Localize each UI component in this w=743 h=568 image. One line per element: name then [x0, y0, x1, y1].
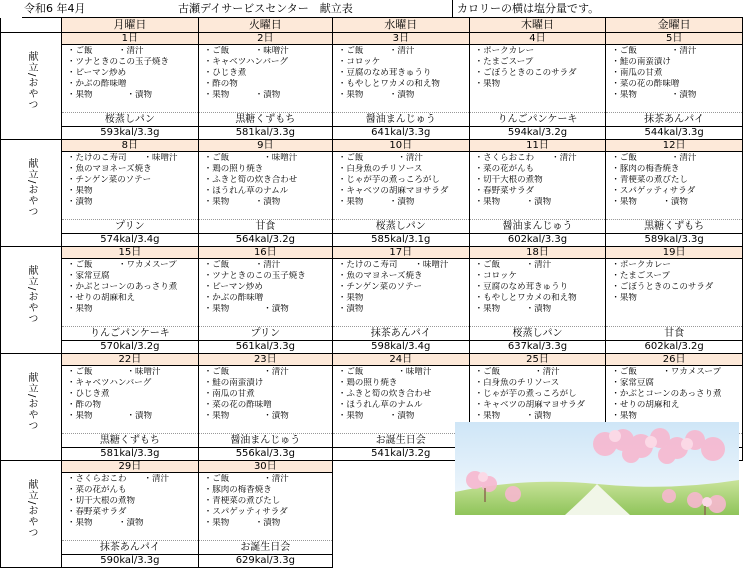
side-label: 献立/おやつ: [26, 51, 37, 111]
sheet-header: [22, 0, 742, 18]
day-date: 1日: [62, 33, 198, 45]
menu-item: ・果物 ・漬物: [203, 303, 289, 314]
menu-item: ・南瓜の甘煮: [611, 67, 663, 78]
day-calories: 581kal/3.3g: [199, 126, 332, 139]
day-menu: [606, 152, 742, 219]
day-menu: [199, 473, 332, 540]
day-calories: 581kal/3.3g: [62, 447, 198, 460]
menu-item: ・ご飯 ・ワカメスープ: [67, 260, 177, 270]
day-calories: 585kal/3.1g: [333, 233, 469, 246]
menu-item: ・キャベツの胡麻マヨサラダ: [337, 185, 449, 196]
menu-item: ・豚肉の梅香焼き: [203, 484, 272, 495]
menu-item: ・ツナときのこの玉子焼き: [67, 56, 170, 67]
day-menu: [62, 366, 198, 433]
day-cell: [606, 33, 743, 140]
menu-item: ・コロッケ: [474, 270, 517, 281]
day-cell: [606, 247, 743, 354]
day-calories: 602kal/3.3g: [470, 233, 606, 246]
menu-item: ・ご飯 ・味噌汁: [203, 46, 289, 56]
menu-item: ・じゃが芋の煮っころがし: [474, 388, 577, 399]
day-cell: [62, 354, 199, 461]
day-date: 25日: [470, 354, 606, 366]
side-label-cell: [1, 33, 62, 140]
menu-item: ・たけのこ寿司 ・味噌汁: [67, 153, 178, 163]
menu-item: ・果物 ・漬物: [203, 517, 281, 528]
day-snack: 醤油まんじゅう: [199, 433, 332, 447]
day-snack: 桜蒸しパン: [470, 326, 606, 340]
menu-item: ・菜の花の酢味噌: [203, 399, 272, 410]
day-cell: [469, 247, 606, 354]
menu-item: ・鶏の照り焼き: [203, 163, 264, 174]
side-label: 献立/おやつ: [26, 479, 37, 539]
menu-item: ・魚のマヨネーズ焼き: [337, 270, 423, 281]
day-date: 18日: [470, 247, 606, 259]
day-snack: 黒糖くずもち: [62, 433, 198, 447]
day-menu: [199, 45, 332, 112]
day-snack: 甘食: [199, 219, 332, 233]
menu-item: ・ご飯 ・ワカメスープ: [611, 367, 721, 377]
menu-item: ・ご飯 ・清汁: [67, 46, 144, 56]
day-calories: 602kal/3.2g: [606, 340, 742, 353]
menu-item: ・かぶとコーンのあっさり煮: [611, 388, 722, 399]
day-calories: 556kal/3.3g: [199, 447, 332, 460]
weekday-mon: 月曜日: [62, 18, 199, 33]
menu-item: ・果物: [67, 185, 93, 196]
day-calories: 589kal/3.3g: [606, 233, 742, 246]
day-snack: 抹茶あんパイ: [62, 540, 198, 554]
day-snack: 黒糖くずもち: [199, 112, 332, 126]
day-calories: 544kal/3.3g: [606, 126, 742, 139]
menu-item: ・ご飯 ・清汁: [203, 367, 289, 377]
menu-item: ・白身魚のチリソース: [474, 377, 560, 388]
menu-item: ・ふきと筍の炊き合わせ: [203, 174, 298, 185]
menu-item: ・漬物: [67, 196, 93, 207]
day-menu: [199, 152, 332, 219]
day-snack: 醤油まんじゅう: [470, 219, 606, 233]
menu-item: ・果物 ・漬物: [611, 89, 697, 100]
menu-item: ・チンゲン菜のソテー: [67, 174, 152, 185]
menu-item: ・かぶの酢味噌: [203, 292, 264, 303]
day-date: 29日: [62, 461, 198, 473]
empty-cell: [332, 461, 469, 568]
day-menu: [333, 45, 469, 112]
menu-item: ・ポークカレー: [474, 46, 535, 56]
day-snack: 醤油まんじゅう: [333, 112, 469, 126]
day-date: 26日: [606, 354, 742, 366]
menu-item: ・酢の物: [203, 78, 238, 89]
day-cell: [198, 33, 332, 140]
day-snack: 抹茶あんパイ: [606, 112, 742, 126]
menu-item: ・スパゲッティサラダ: [611, 185, 696, 196]
menu-item: ・ほうれん草のナムル: [337, 399, 423, 410]
menu-item: ・果物: [337, 292, 364, 303]
day-calories: 541kal/3.2g: [333, 447, 469, 460]
menu-item: ・ご飯 ・味噌汁: [203, 153, 298, 163]
day-snack: 桜蒸しパン: [333, 219, 469, 233]
menu-item: ・果物: [611, 410, 637, 421]
day-snack: りんごパンケーキ: [62, 326, 198, 340]
day-date: 15日: [62, 247, 198, 259]
day-calories: 574kal/3.4g: [62, 233, 198, 246]
menu-item: ・酢の物: [67, 399, 102, 410]
menu-item: ・春野菜サラダ: [67, 506, 127, 517]
menu-item: ・果物 ・漬物: [203, 89, 281, 100]
day-snack: 黒糖くずもち: [606, 219, 742, 233]
day-cell: [62, 247, 199, 354]
menu-item: ・切干大根の煮物: [67, 495, 136, 506]
menu-item: ・たけのこ寿司 ・味噌汁: [337, 260, 449, 270]
day-calories: 564kal/3.2g: [199, 233, 332, 246]
menu-item: ・ご飯 ・清汁: [611, 153, 697, 163]
weekday-fri: 金曜日: [606, 18, 743, 33]
side-label-cell: [1, 461, 62, 568]
day-cell: [332, 247, 469, 354]
menu-item: ・鮭の南蛮漬け: [203, 377, 264, 388]
menu-item: ・果物 ・漬物: [474, 410, 552, 421]
menu-item: ・たまごスープ: [474, 56, 534, 67]
day-snack: プリン: [62, 219, 198, 233]
menu-item: ・チンゲン菜のソテー: [337, 281, 422, 292]
day-date: 12日: [606, 140, 742, 152]
side-label: 献立/おやつ: [26, 265, 37, 325]
day-menu: [470, 152, 606, 219]
menu-item: ・せりの胡麻和え: [67, 292, 136, 303]
day-menu: [333, 366, 469, 433]
side-label: 献立/おやつ: [26, 158, 37, 218]
day-calories: 629kal/3.3g: [199, 554, 332, 567]
day-cell: [332, 33, 469, 140]
menu-item: ・青梗菜の煮びたし: [203, 495, 281, 506]
day-menu: [606, 259, 742, 326]
corner-cell: [1, 18, 62, 33]
menu-item: ・ピーマン炒め: [67, 67, 127, 78]
day-date: 8日: [62, 140, 198, 152]
day-cell: [332, 140, 469, 247]
menu-item: ・かぶとコーンのあっさり煮: [67, 281, 178, 292]
day-cell: [332, 354, 469, 461]
menu-item: ・さくらおこわ ・清汁: [67, 474, 170, 484]
day-menu: [470, 45, 606, 112]
menu-item: ・ご飯 ・味噌汁: [67, 367, 161, 377]
menu-item: ・ごぼうときのこのサラダ: [611, 281, 714, 292]
day-menu: [333, 259, 469, 326]
menu-item: ・果物 ・漬物: [611, 196, 688, 207]
menu-item: ・ごぼうときのこのサラダ: [474, 67, 577, 78]
menu-item: ・ご飯 ・清汁: [203, 474, 289, 484]
day-date: 23日: [199, 354, 332, 366]
menu-item: ・豆腐のなめ茸きゅうり: [474, 281, 569, 292]
day-date: 9日: [199, 140, 332, 152]
day-cell: [469, 140, 606, 247]
era-month: 令和6 年4月: [24, 2, 86, 15]
day-date: 22日: [62, 354, 198, 366]
spring-illustration: [455, 422, 739, 515]
menu-item: ・さくらおこわ ・清汁: [474, 153, 577, 163]
side-label-cell: [1, 354, 62, 461]
day-menu: [606, 45, 742, 112]
day-menu: [62, 45, 198, 112]
day-date: 16日: [199, 247, 332, 259]
menu-item: ・ポークカレー: [611, 260, 671, 270]
menu-item: ・果物 ・漬物: [337, 89, 415, 100]
day-date: 11日: [470, 140, 606, 152]
menu-item: ・ほうれん草のナムル: [203, 185, 289, 196]
menu-item: ・もやしとワカメの和え物: [337, 78, 440, 89]
menu-item: ・キャベツハンバーグ: [203, 56, 288, 67]
menu-item: ・果物 ・漬物: [203, 196, 281, 207]
day-snack: りんごパンケーキ: [470, 112, 606, 126]
day-snack: 桜蒸しパン: [62, 112, 198, 126]
day-cell: [606, 140, 743, 247]
menu-item: ・果物 ・漬物: [337, 410, 415, 421]
menu-item: ・ご飯 ・清汁: [203, 260, 281, 270]
menu-item: ・ご飯 ・清汁: [474, 367, 560, 377]
menu-item: ・鮭の南蛮漬け: [611, 56, 671, 67]
side-label: 献立/おやつ: [26, 372, 37, 432]
weekday-wed: 水曜日: [332, 18, 469, 33]
menu-item: ・青梗菜の煮びたし: [611, 174, 688, 185]
menu-item: ・果物 ・漬物: [474, 196, 552, 207]
day-date: 30日: [199, 461, 332, 473]
menu-item: ・ご飯 ・清汁: [611, 46, 697, 56]
menu-item: ・ご飯 ・清汁: [337, 46, 415, 56]
menu-item: ・キャベツハンバーグ: [67, 377, 152, 388]
menu-item: ・春野菜サラダ: [474, 185, 535, 196]
day-date: 10日: [333, 140, 469, 152]
menu-item: ・果物 ・漬物: [67, 89, 153, 100]
menu-item: ・果物 ・漬物: [474, 303, 552, 314]
center-title: 古瀬デイサービスセンター 献立表: [178, 2, 353, 15]
menu-item: ・ツナときのこの玉子焼き: [203, 270, 306, 281]
menu-item: ・かぶの酢味噌: [67, 78, 127, 89]
menu-item: ・ふきと筍の炊き合わせ: [337, 388, 432, 399]
menu-item: ・豚肉の梅香焼き: [611, 163, 680, 174]
menu-item: ・ピーマン炒め: [203, 281, 263, 292]
menu-item: ・スパゲッティサラダ: [203, 506, 288, 517]
weekday-thu: 木曜日: [469, 18, 606, 33]
menu-item: ・菜の花がんも: [67, 484, 127, 495]
menu-item: ・ご飯 ・清汁: [474, 260, 552, 270]
side-label-cell: [1, 140, 62, 247]
menu-item: ・たまごスープ: [611, 270, 670, 281]
menu-item: ・じゃが芋の煮っころがし: [337, 174, 440, 185]
day-menu: [199, 259, 332, 326]
week-row: [1, 140, 743, 247]
menu-item: ・豆腐のなめ茸きゅうり: [337, 67, 432, 78]
day-date: 5日: [606, 33, 742, 45]
menu-item: ・果物: [611, 292, 637, 303]
menu-item: ・南瓜の甘煮: [203, 388, 255, 399]
day-cell: [62, 140, 199, 247]
menu-item: ・漬物: [337, 303, 364, 314]
day-cell: [198, 461, 332, 568]
day-snack: お誕生日会: [333, 433, 469, 447]
day-snack: 抹茶あんパイ: [333, 326, 469, 340]
day-calories: 594kal/3.2g: [470, 126, 606, 139]
day-menu: [62, 152, 198, 219]
day-date: 17日: [333, 247, 469, 259]
day-calories: 598kal/3.4g: [333, 340, 469, 353]
side-label-cell: [1, 247, 62, 354]
day-cell: [198, 354, 332, 461]
day-cell: [469, 33, 606, 140]
menu-item: ・ひじき煮: [203, 67, 247, 78]
menu-item: ・鶏の照り焼き: [337, 377, 398, 388]
day-date: 3日: [333, 33, 469, 45]
day-snack: 甘食: [606, 326, 742, 340]
day-calories: 590kal/3.3g: [62, 554, 198, 567]
menu-item: ・家常豆腐: [67, 270, 110, 281]
menu-item: ・果物 ・漬物: [203, 410, 289, 421]
day-date: 24日: [333, 354, 469, 366]
day-snack: プリン: [199, 326, 332, 340]
menu-item: ・ご飯 ・清汁: [337, 153, 423, 163]
menu-item: ・ご飯 ・味噌汁: [337, 367, 432, 377]
day-menu: [199, 366, 332, 433]
menu-item: ・ひじき煮: [67, 388, 110, 399]
day-date: 2日: [199, 33, 332, 45]
day-menu: [333, 152, 469, 219]
week-row: [1, 247, 743, 354]
menu-item: ・せりの胡麻和え: [611, 399, 680, 410]
menu-item: ・魚のマヨネーズ焼き: [67, 163, 152, 174]
menu-item: ・切干大根の煮物: [474, 174, 543, 185]
menu-item: ・菜の花の酢味噌: [611, 78, 680, 89]
day-cell: [198, 247, 332, 354]
day-menu: [62, 259, 198, 326]
day-snack: お誕生日会: [199, 540, 332, 554]
day-calories: 561kal/3.3g: [199, 340, 332, 353]
day-calories: 637kal/3.3g: [470, 340, 606, 353]
menu-item: ・もやしとワカメの和え物: [474, 292, 577, 303]
day-cell: [198, 140, 332, 247]
menu-item: ・果物: [67, 303, 93, 314]
day-calories: 570kal/3.2g: [62, 340, 198, 353]
day-menu: [62, 473, 198, 540]
menu-item: ・果物 ・漬物: [337, 196, 415, 207]
menu-item: ・家常豆腐: [611, 377, 654, 388]
day-menu: [470, 259, 606, 326]
day-date: 19日: [606, 247, 742, 259]
day-calories: 641kal/3.3g: [333, 126, 469, 139]
menu-item: ・果物: [474, 78, 501, 89]
menu-item: ・果物 ・漬物: [67, 517, 144, 528]
day-cell: [62, 33, 199, 140]
menu-item: ・キャベツの胡麻マヨサラダ: [474, 399, 586, 410]
menu-item: ・菜の花がんも: [474, 163, 535, 174]
salt-note: カロリーの横は塩分量です。: [452, 0, 599, 17]
week-row: [1, 33, 743, 140]
menu-item: ・白身魚のチリソース: [337, 163, 423, 174]
menu-item: ・果物 ・漬物: [67, 410, 153, 421]
day-calories: 593kal/3.3g: [62, 126, 198, 139]
day-date: 4日: [470, 33, 606, 45]
weekday-tue: 火曜日: [198, 18, 332, 33]
day-cell: [62, 461, 199, 568]
menu-item: ・コロッケ: [337, 56, 381, 67]
